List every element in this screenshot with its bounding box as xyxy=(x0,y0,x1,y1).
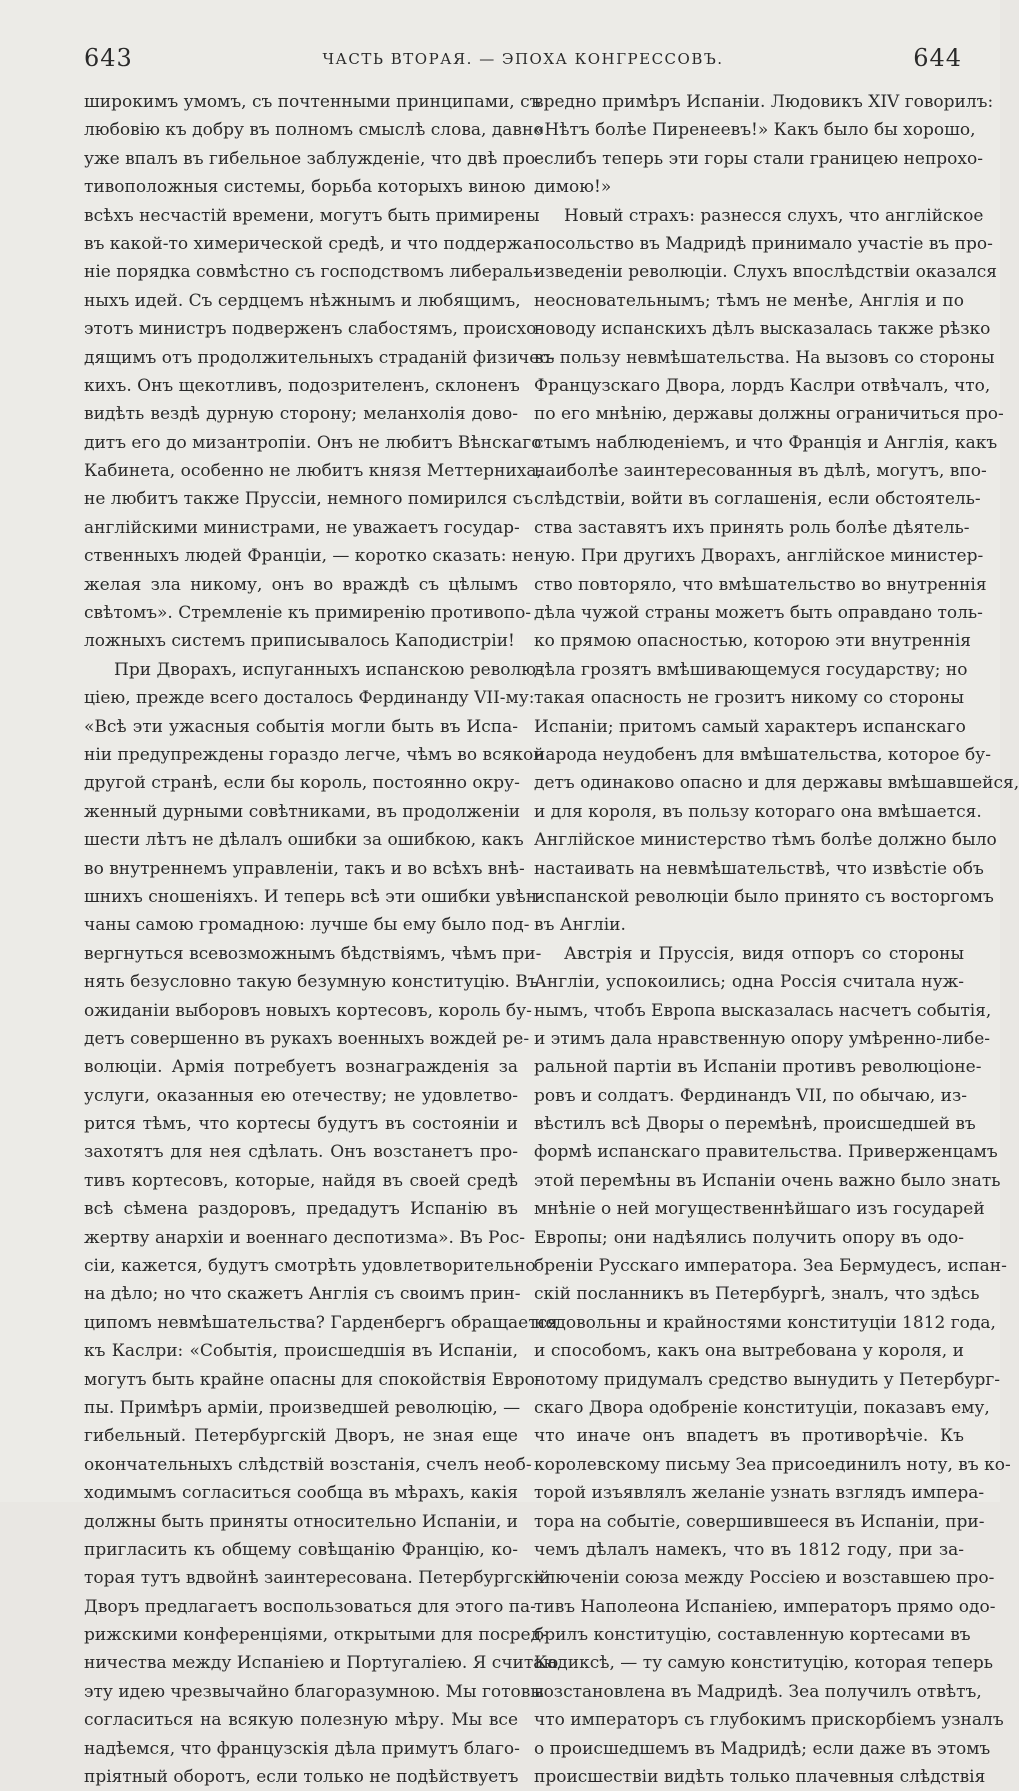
text-line: къ Каслри: «Событія, происшедшія въ Испаніи, xyxy=(84,1341,518,1362)
text-line: изведеніи революціи. Слухъ впослѣдствіи оказался xyxy=(534,262,998,283)
text-line: Французскаго Двора, лордъ Каслри отвѣчалъ, что, xyxy=(534,375,991,396)
text-line: англійскими министрами, не уважаетъ государ- xyxy=(84,517,520,538)
text-line: этой перемѣны въ Испаніи очень важно было знать xyxy=(534,1170,1001,1191)
text-line: еслибъ теперь эти горы стали границею непрохо- xyxy=(534,148,983,169)
text-line: возстановлена въ Мадридѣ. Зеа получилъ отвѣтъ, xyxy=(534,1681,982,1702)
text-line: испанской революціи было принято съ восторгомъ xyxy=(534,886,994,907)
text-line: вѣстилъ всѣ Дворы о перемѣнѣ, происшедшей въ xyxy=(534,1114,976,1135)
text-line: Англіи, успокоились; одна Россія считала нуж- xyxy=(534,972,964,993)
text-line: ральной партіи въ Испаніи противъ революціоне- xyxy=(534,1057,982,1078)
text-line: дитъ его до мизантропіи. Онъ не любитъ Вѣнскаго xyxy=(84,432,542,453)
text-line: во внутреннемъ управленіи, такъ и во всѣхъ внѣ- xyxy=(84,858,525,879)
text-line: шнихъ сношеніяхъ. И теперь всѣ эти ошибки увѣн- xyxy=(84,886,543,907)
text-line: Новый страхъ: разнесся слухъ, что англійское xyxy=(564,205,984,226)
text-line: окончательныхъ слѣдствій возстанія, счелъ необ- xyxy=(84,1454,532,1475)
text-line: другой странѣ, если бы король, постоянно окру- xyxy=(84,773,520,794)
text-line: желая зла никому, онъ во враждѣ съ цѣлымъ xyxy=(84,574,518,595)
text-line: не любитъ также Пруссіи, немного помирился съ xyxy=(84,489,534,510)
text-line: тивъ Наполеона Испаніею, императоръ прямо одо- xyxy=(534,1596,996,1617)
text-line: волюціи. Армія потребуетъ вознагражденія за xyxy=(84,1057,518,1078)
text-line: торой изъявлялъ желаніе узнать взглядъ импера- xyxy=(534,1483,985,1504)
text-line: торая тутъ вдвойнѣ заинтересована. Петербургскій xyxy=(84,1568,551,1589)
text-line: гибельный. Петербургскій Дворъ, не зная еще xyxy=(84,1426,518,1447)
text-line: ожиданіи выборовъ новыхъ кортесовъ, король бу- xyxy=(84,1000,532,1021)
text-line: Кабинета, особенно не любитъ князя Меттерниха, xyxy=(84,461,542,482)
text-line: ложныхъ системъ приписывалось Каподистріи! xyxy=(84,631,515,652)
text-line: кихъ. Онъ щекотливъ, подозрителенъ, склоненъ xyxy=(84,375,520,396)
text-line: бреніи Русскаго императора. Зеа Бермудесъ, испан- xyxy=(534,1256,1007,1277)
text-line: пріятный оборотъ, если только не подѣйствуетъ xyxy=(84,1767,519,1788)
text-line: стымъ наблюденіемъ, и что Франція и Англія, какъ xyxy=(534,432,998,453)
text-line: должны быть приняты относительно Испаніи, и xyxy=(84,1511,518,1532)
text-line: услуги, оказанныя ею отечеству; не удовлетво- xyxy=(84,1085,518,1106)
text-line: пригласить къ общему совѣщанію Францію, ко- xyxy=(84,1539,518,1560)
text-line: ную. При другихъ Дворахъ, англійское министер- xyxy=(534,546,984,567)
text-line: детъ совершенно въ рукахъ военныхъ вождей ре- xyxy=(84,1028,530,1049)
text-line: потому придумалъ средство вынудить у Петербург- xyxy=(534,1369,1000,1390)
text-line: всѣхъ несчастій времени, могутъ быть примирены xyxy=(84,205,540,226)
text-line: мнѣніе о ней могущественнѣйшаго изъ государей xyxy=(534,1199,985,1220)
text-line: и этимъ дала нравственную опору умѣренно-либе- xyxy=(534,1028,991,1049)
text-line: нымъ, чтобъ Европа высказалась насчетъ событія, xyxy=(534,1000,992,1021)
text-line: «Всѣ эти ужасныя событія могли быть въ Испа- xyxy=(84,716,518,737)
text-line: поводу испанскихъ дѣлъ высказалась также рѣзко xyxy=(534,319,991,340)
text-line: дѣла грозятъ вмѣшивающемуся государству; но xyxy=(534,659,968,680)
text-line: ровъ и солдатъ. Фердинандъ VII, по обычаю, из- xyxy=(534,1085,967,1106)
text-line: такая опасность не грозитъ никому со стороны xyxy=(534,688,964,709)
text-line: и способомъ, какъ она вытребована у короля, и xyxy=(534,1341,964,1362)
text-line: согласиться на всякую полезную мѣру. Мы все xyxy=(84,1710,518,1731)
text-line: скаго Двора одобреніе конституціи, показавъ ему, xyxy=(534,1397,990,1418)
text-line: чемъ дѣлалъ намекъ, что въ 1812 году, при за- xyxy=(534,1539,964,1560)
text-line: уже впалъ въ гибельное заблужденіе, что двѣ про- xyxy=(84,148,541,169)
text-line: о происшедшемъ въ Мадридѣ; если даже въ этомъ xyxy=(534,1738,991,1759)
text-line: скій посланникъ въ Петербургѣ, зналъ, что здѣсь xyxy=(534,1284,980,1305)
text-line: ходимымъ согласиться сообща въ мѣрахъ, какія xyxy=(84,1483,518,1504)
text-line: наиболѣе заинтересованныя въ дѣлѣ, могутъ, впо- xyxy=(534,461,987,482)
text-line: всѣ сѣмена раздоровъ, предадутъ Испанію въ xyxy=(84,1199,518,1220)
text-line: димою!» xyxy=(534,177,612,198)
page-header xyxy=(84,44,962,80)
text-line: широкимъ умомъ, съ почтенными принципами, съ xyxy=(84,92,541,112)
text-line: ныхъ идей. Съ сердцемъ нѣжнымъ и любящимъ, xyxy=(84,290,521,311)
text-line: тивъ кортесовъ, которые, найдя въ своей средѣ xyxy=(84,1170,518,1191)
text-line: надѣемся, что французскія дѣла примутъ благо- xyxy=(84,1738,520,1759)
text-line: Европы; они надѣялись получить опору въ одо- xyxy=(534,1227,964,1248)
text-line: ключеніи союза между Россіею и возставшею про- xyxy=(534,1568,995,1589)
text-line: пы. Примѣръ арміи, произведшей революцію, — xyxy=(84,1397,521,1418)
text-line: тора на событіе, совершившееся въ Испаніи, при- xyxy=(534,1511,985,1532)
text-line: ства заставятъ ихъ принять роль болѣе дѣятель- xyxy=(534,517,970,538)
text-line: королевскому письму Зеа присоединилъ ноту, въ ко- xyxy=(534,1454,1011,1475)
text-line: ничества между Испаніею и Португаліею. Я считаю xyxy=(84,1653,559,1674)
text-line: могутъ быть крайне опасны для спокойствія Евро- xyxy=(84,1369,541,1390)
text-line: чаны самою громадною: лучше бы ему было под- xyxy=(84,915,530,936)
text-line: Дворъ предлагаетъ воспользоваться для этого па- xyxy=(84,1596,536,1617)
text-line: слѣдствіи, войти въ соглашенія, если обстоятель- xyxy=(534,489,981,510)
text-line: Англійское министерство тѣмъ болѣе должно было xyxy=(534,830,997,851)
text-line: «Нѣтъ болѣе Пиренеевъ!» Какъ было бы хорошо, xyxy=(534,120,976,141)
text-line: что императоръ съ глубокимъ прискорбіемъ узналъ xyxy=(534,1710,1004,1731)
text-line: ство повторяло, что вмѣшательство во внутреннія xyxy=(534,574,987,595)
page-number-left: 643 xyxy=(84,44,133,72)
text-line: ко прямою опасностью, которою эти внутреннія xyxy=(534,631,971,652)
text-line: видѣть вездѣ дурную сторону; меланхолія дово- xyxy=(84,404,518,425)
text-line: ціею, прежде всего досталось Фердинанду VII-му: xyxy=(84,688,535,709)
text-line: ніи предупреждены гораздо легче, чѣмъ во всякой xyxy=(84,744,545,765)
text-line: шести лѣтъ не дѣлалъ ошибки за ошибкою, какъ xyxy=(84,830,524,851)
text-line: захотятъ для нея сдѣлать. Онъ возстанетъ про- xyxy=(84,1142,518,1163)
running-title: ЧАСТЬ ВТОРАЯ. — ЭПОХА КОНГРЕССОВЪ. xyxy=(322,50,724,68)
text-line: формѣ испанскаго правительства. Приверженцамъ xyxy=(534,1142,998,1163)
text-line: въ Англіи. xyxy=(534,915,626,936)
text-line: дѣла чужой страны можетъ быть оправдано толь- xyxy=(534,603,983,624)
left-text-column xyxy=(84,88,559,1791)
text-line: свѣтомъ». Стремленіе къ примиренію противопо- xyxy=(84,603,532,624)
text-line: любовію къ добру въ полномъ смыслѣ слова, давно xyxy=(84,120,544,141)
text-line: нять безусловно такую безумную конституцію. Въ xyxy=(84,972,539,993)
text-line: женный дурными совѣтниками, въ продолженіи xyxy=(84,801,521,822)
text-line: и для короля, въ пользу котораго она вмѣшается. xyxy=(534,801,982,822)
text-line: ніе порядка совмѣстно съ господствомъ либераль- xyxy=(84,262,539,283)
text-line: неосновательнымъ; тѣмъ не менѣе, Англія и по xyxy=(534,290,964,311)
text-line: ственныхъ людей Франціи, — коротко сказать: не xyxy=(84,546,534,567)
text-line: При Дворахъ, испуганныхъ испанскою револю- xyxy=(114,659,542,680)
text-line: недовольны и крайностями конституціи 1812 года, xyxy=(534,1312,996,1333)
text-line: въ пользу невмѣшательства. На вызовъ со стороны xyxy=(534,347,995,368)
text-line: настаивать на невмѣшательствѣ, что извѣстіе объ xyxy=(534,858,984,879)
text-line: вергнуться всевозможнымъ бѣдствіямъ, чѣмъ при- xyxy=(84,943,542,964)
text-line: этотъ министръ подверженъ слабостямъ, происхо- xyxy=(84,319,543,340)
text-line: эту идею чрезвычайно благоразумною. Мы готовы xyxy=(84,1681,544,1702)
text-line: детъ одинаково опасно и для державы вмѣшавшейся, xyxy=(534,773,1019,794)
text-line: ципомъ невмѣшательства? Гарденбергъ обращается xyxy=(84,1312,558,1333)
text-line: происшествіи видѣть только плачевныя слѣдствія xyxy=(534,1767,986,1788)
text-line: сіи, кажется, будутъ смотрѣть удовлетворительно xyxy=(84,1256,536,1277)
text-line: по его мнѣнію, державы должны ограничиться про- xyxy=(534,404,1004,425)
text-line: на дѣло; но что скажетъ Англія съ своимъ прин- xyxy=(84,1284,521,1305)
right-text-column xyxy=(534,88,1019,1791)
text-line: дящимъ отъ продолжительныхъ страданій физичес- xyxy=(84,347,555,368)
text-line: брилъ конституцію, составленную кортесами въ xyxy=(534,1625,971,1646)
text-line: рижскими конференціями, открытыми для посред- xyxy=(84,1625,547,1646)
text-line: вредно примѣръ Испаніи. Людовикъ XIV говорилъ: xyxy=(534,92,994,112)
text-line: Испаніи; притомъ самый характеръ испанскаго xyxy=(534,716,966,737)
text-line: въ какой-то химерической средѣ, и что поддержа- xyxy=(84,233,539,254)
page-number-right: 644 xyxy=(913,44,962,72)
text-line: посольство въ Мадридѣ принимало участіе въ про- xyxy=(534,233,993,254)
text-line: народа неудобенъ для вмѣшательства, которое бу- xyxy=(534,744,991,765)
text-line: Австрія и Пруссія, видя отпоръ со стороны xyxy=(564,943,964,964)
text-line: жертву анархіи и военнаго деспотизма». Въ Рос- xyxy=(84,1227,525,1248)
text-line: что иначе онъ впадетъ въ противорѣчіе. Къ xyxy=(534,1426,964,1447)
text-line: тивоположныя системы, борьба которыхъ виною xyxy=(84,177,526,198)
text-line: рится тѣмъ, что кортесы будутъ въ состояніи и xyxy=(84,1114,518,1135)
text-line: Кадиксѣ, — ту самую конституцію, которая теперь xyxy=(534,1653,994,1674)
